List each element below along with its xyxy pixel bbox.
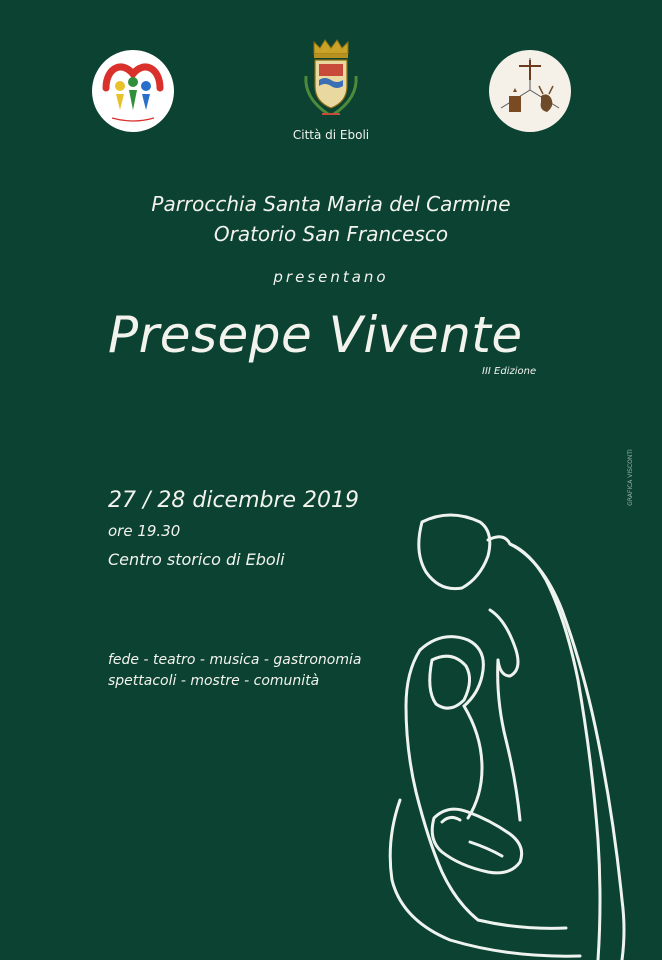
tags-line-2: spettacoli - mostre - comunità <box>108 673 320 689</box>
parish-name: Parrocchia Santa Maria del Carmine <box>151 192 511 216</box>
city-label: Città di Eboli <box>292 128 370 142</box>
event-time: ore 19.30 <box>108 522 181 540</box>
oratorio-logo-icon <box>92 50 174 132</box>
edition-label: III Edizione <box>482 366 537 377</box>
city-crest-icon <box>300 36 362 120</box>
event-location: Centro storico di Eboli <box>108 550 285 569</box>
tags-line-1: fede - teatro - musica - gastronomia <box>108 652 362 668</box>
presenting-text: presentano <box>273 268 389 286</box>
nativity-illustration <box>370 500 662 960</box>
event-dates: 27 / 28 dicembre 2019 <box>108 488 360 513</box>
credit-text: GRAFICA VISCONTI <box>626 449 634 506</box>
event-title: Presepe Vivente <box>108 306 523 364</box>
oratory-name: Oratorio San Francesco <box>213 222 449 246</box>
parish-emblem-icon <box>489 50 571 132</box>
